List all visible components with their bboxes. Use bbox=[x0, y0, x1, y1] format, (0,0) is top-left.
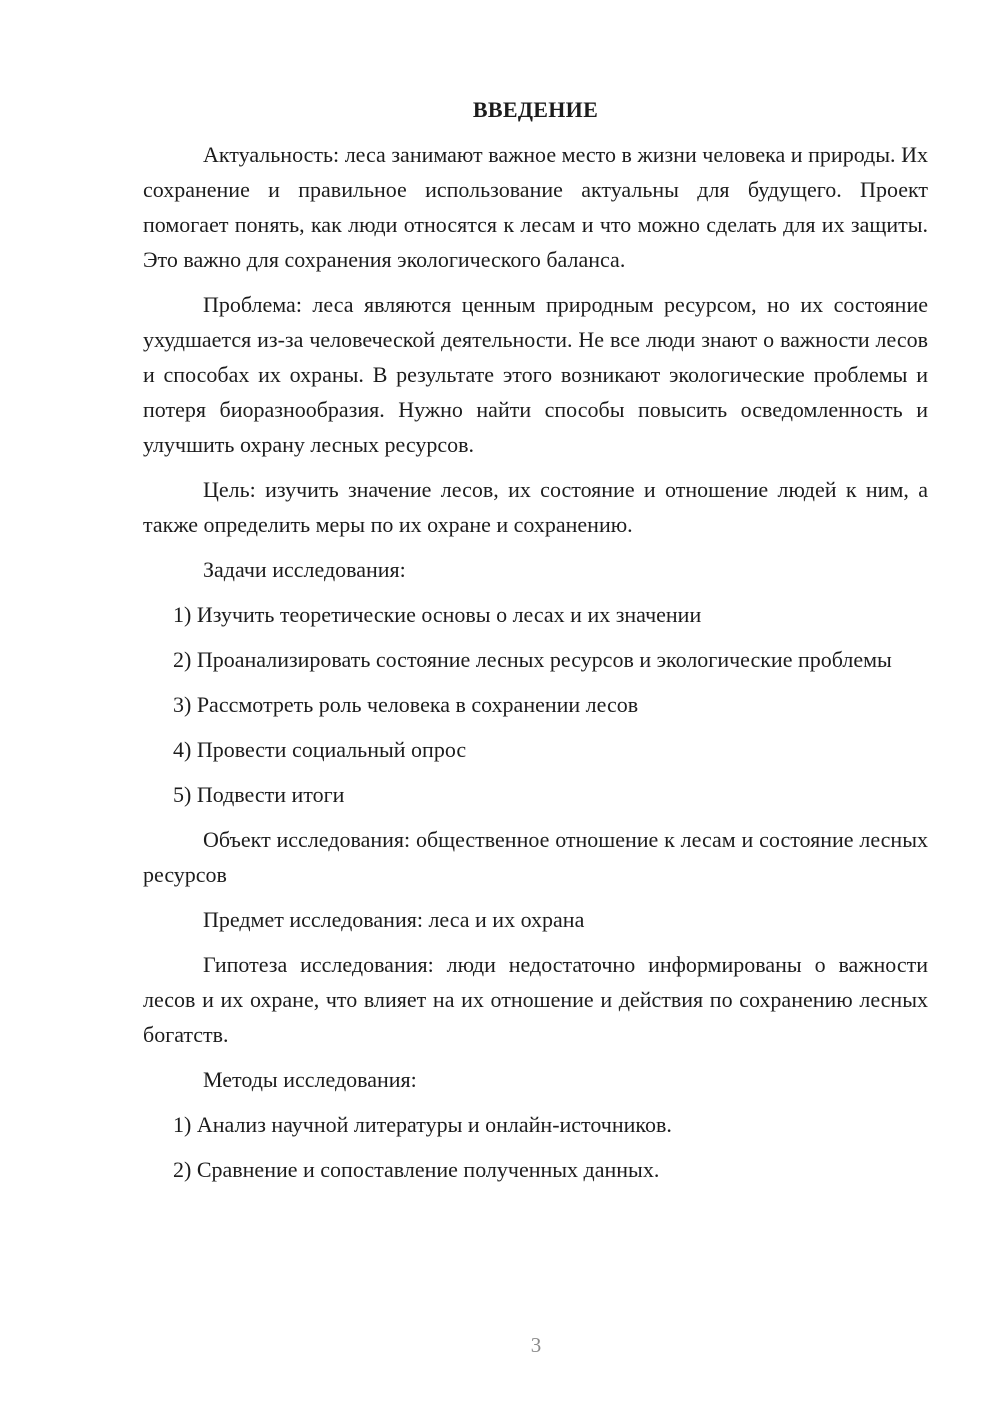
task-item-5: 5) Подвести итоги bbox=[173, 782, 345, 807]
hypothesis-paragraph: Гипотеза исследования: люди недостаточно информированы о важности лесов и их охране, что влияет на их отношение и действия по сохранению лесных богатств. bbox=[143, 952, 928, 1047]
goal-paragraph: Цель: изучить значение лесов, их состояние и отношение людей к ним, а также определить меры по их охране и сохранению. bbox=[143, 477, 928, 537]
problem-paragraph: Проблема: леса являются ценным природным ресурсом, но их состояние ухудшается из-за человеческой деятельности. Не все люди знают о важности лесов и способах их охраны. В результате этого возникают экологические проблемы и потеря биоразнообразия. Нужно найти способы повысить осведомленность и улучшить охрану лесных ресурсов. bbox=[143, 292, 928, 457]
tasks-label: Задачи исследования: bbox=[203, 557, 406, 582]
task-item-1: 1) Изучить теоретические основы о лесах и их значении bbox=[173, 602, 702, 627]
task-item-3: 3) Рассмотреть роль человека в сохранении лесов bbox=[173, 692, 639, 717]
document-page bbox=[143, 95, 928, 1197]
task-item-2: 2) Проанализировать состояние лесных ресурсов и экологические проблемы bbox=[173, 647, 892, 672]
methods-label: Методы исследования: bbox=[203, 1067, 417, 1092]
method-item-2: 2) Сравнение и сопоставление полученных данных. bbox=[173, 1157, 660, 1182]
relevance-paragraph: Актуальность: леса занимают важное место в жизни человека и природы. Их сохранение и правильное использование актуальны для будущего. Проект помогает понять, как люди относятся к лесам и что можно сделать для их защиты. Это важно для сохранения экологического баланса. bbox=[143, 142, 928, 272]
subject-paragraph: Предмет исследования: леса и их охрана bbox=[203, 907, 585, 932]
page-number: 3 bbox=[530, 1333, 542, 1357]
method-item-1: 1) Анализ научной литературы и онлайн-источников. bbox=[173, 1112, 672, 1137]
section-heading: ВВЕДЕНИЕ bbox=[472, 97, 599, 122]
object-paragraph: Объект исследования: общественное отношение к лесам и состояние лесных ресурсов bbox=[143, 827, 928, 887]
tasks-list bbox=[143, 597, 928, 812]
methods-list bbox=[143, 1107, 928, 1187]
task-item-4: 4) Провести социальный опрос bbox=[173, 737, 467, 762]
